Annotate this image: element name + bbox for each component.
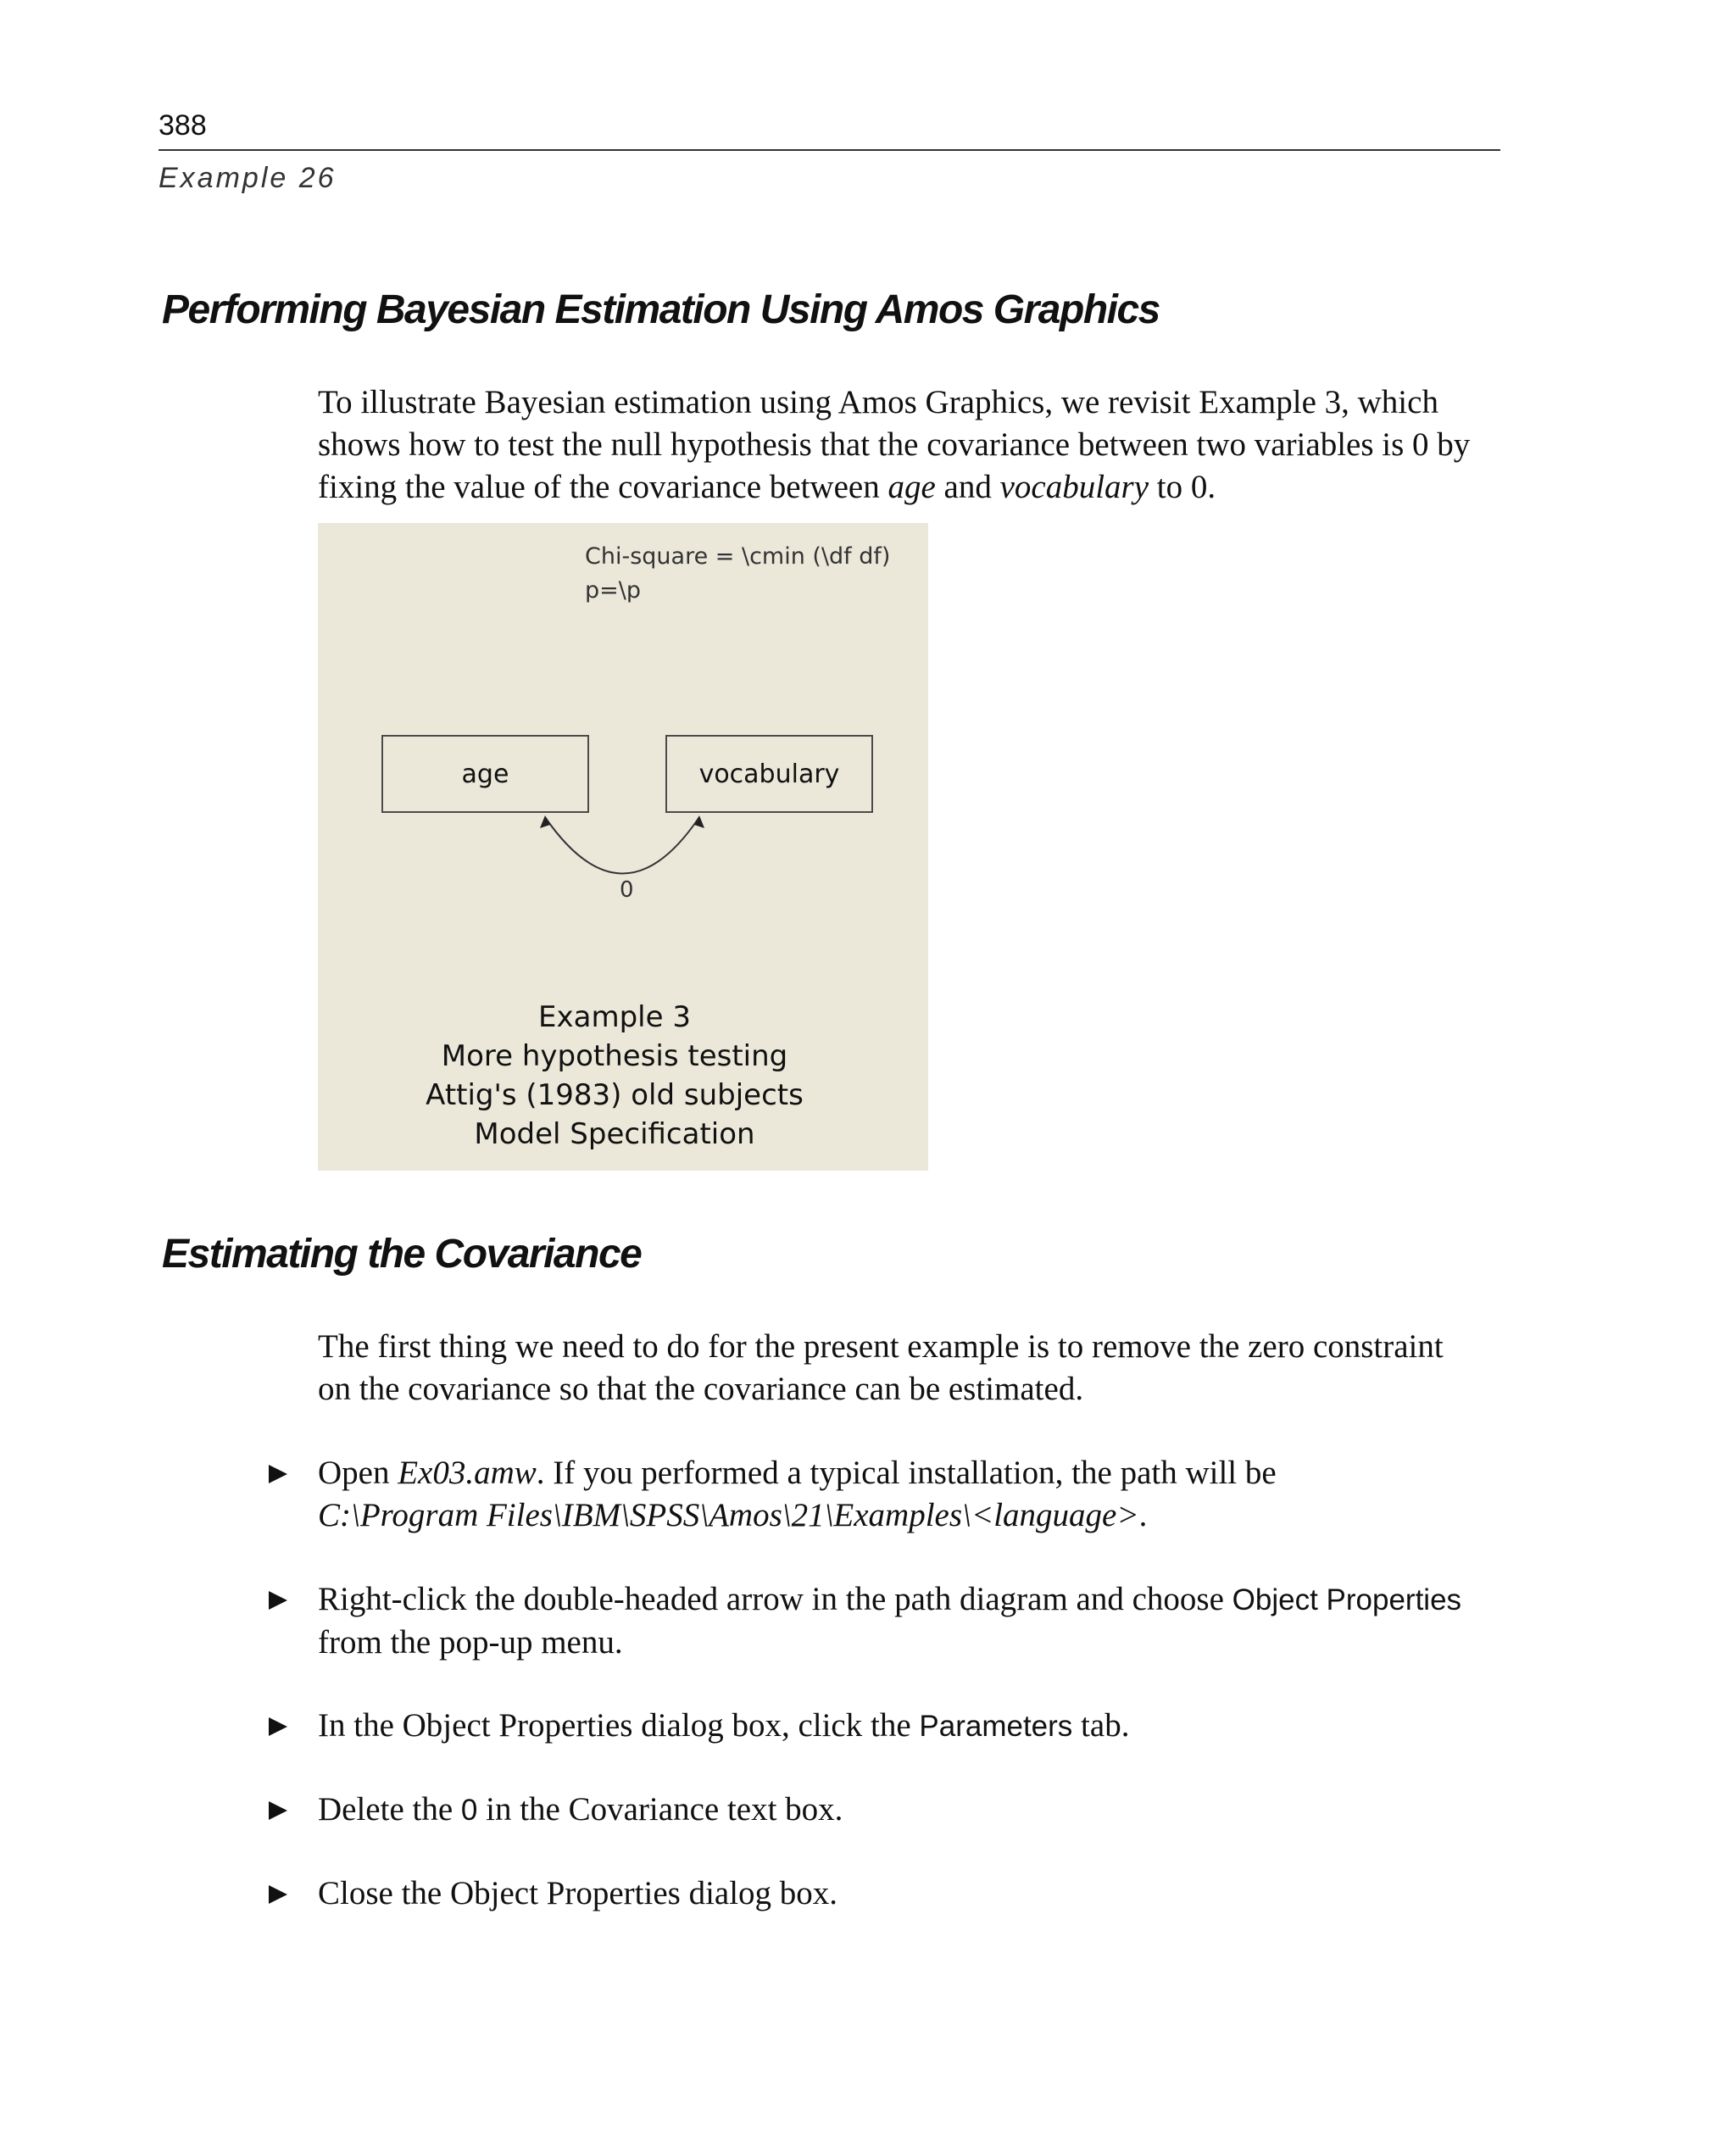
- filename-ex03: Ex03.amw: [398, 1455, 537, 1491]
- install-path: C:\Program Files\IBM\SPSS\Amos\21\Examples\<language>: [318, 1497, 1139, 1533]
- variable-box-age: age: [381, 735, 589, 813]
- intro-line-1: To illustrate Bayesian estimation using Amos Graphics, we revisit Example 3, which: [318, 384, 1438, 420]
- variable-box-vocabulary: vocabulary: [665, 735, 873, 813]
- menu-term-object-properties: Object Properties: [1232, 1583, 1462, 1616]
- value-term-zero: 0: [460, 1794, 478, 1827]
- section-heading-covariance: Estimating the Covariance: [162, 1232, 642, 1277]
- term-age: age: [887, 469, 936, 505]
- bullet-triangle-icon: [267, 1452, 292, 1494]
- path-diagram-figure: [318, 523, 928, 1171]
- intro-line-3: fixing the value of the covariance between age and vocabulary to 0.: [318, 469, 1216, 505]
- page-number: 388: [159, 109, 207, 142]
- header-rule: [159, 149, 1500, 151]
- term-vocabulary: vocabulary: [999, 469, 1149, 505]
- bullet-triangle-icon: [267, 1705, 292, 1747]
- bullet-triangle-icon: [267, 1789, 292, 1831]
- covariance-intro-paragraph: The first thing we need to do for the present example is to remove the zero constraint on the covariance so that the covariance can be estimated.: [318, 1328, 1444, 1407]
- covariance-value-label: 0: [620, 877, 634, 903]
- bullet-triangle-icon: [267, 1578, 292, 1621]
- running-head: Example 26: [159, 162, 337, 194]
- intro-line-2: shows how to test the null hypothesis that the covariance between two variables is 0 by: [318, 426, 1471, 463]
- section-heading-bayesian: Performing Bayesian Estimation Using Amos Graphics: [162, 287, 1160, 332]
- bullet-triangle-icon: [267, 1872, 292, 1915]
- double-headed-arrow: [545, 817, 699, 874]
- figure-caption: Example 3 More hypothesis testing Attig's (1983) old subjects Model Specification: [426, 1000, 804, 1151]
- intro-paragraph: [318, 381, 1505, 509]
- fit-statistics-header: Chi-square = \cmin (\df df) p=\p: [585, 543, 891, 604]
- tab-term-parameters: Parameters: [919, 1710, 1073, 1743]
